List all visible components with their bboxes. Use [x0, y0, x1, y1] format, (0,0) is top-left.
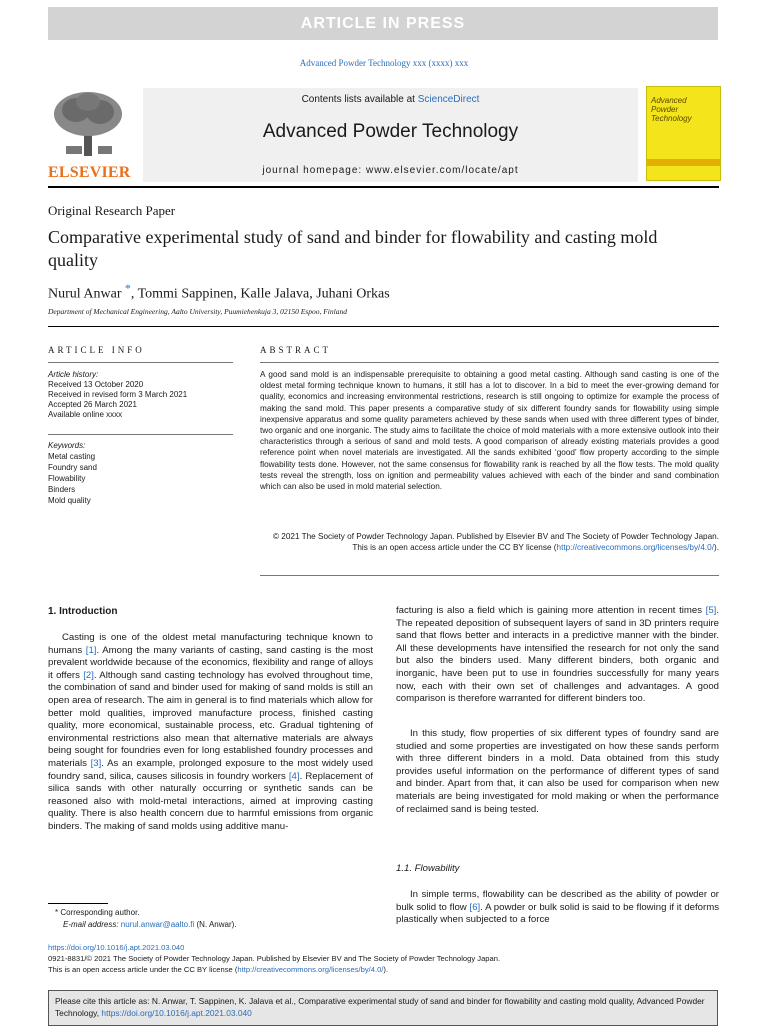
cover-title-line: Technology: [651, 114, 692, 123]
reference-link[interactable]: [1]: [85, 644, 97, 656]
open-access-license-link[interactable]: http://creativecommons.org/licenses/by/4.0/: [237, 965, 384, 974]
journal-reference-link[interactable]: Advanced Powder Technology xxx (xxxx) xxx: [299, 58, 469, 68]
citation-box: [48, 990, 718, 1026]
keywords: [48, 440, 97, 506]
elsevier-logo[interactable]: [48, 88, 130, 182]
history-item: Received 13 October 2020: [48, 380, 144, 389]
citation-doi-link[interactable]: https://doi.org/10.1016/j.apt.2021.03.040: [101, 1008, 252, 1018]
corresponding-author-note: Corresponding author.: [60, 908, 140, 917]
abstract-bottom-divider: [260, 575, 719, 576]
elsevier-tree-icon: [48, 88, 130, 160]
paragraph-text: . The repeated deposition of subsequent layers of sand in 3D printers require sand that flows better and interacts in a predictive manner with the binder. All these developments have intensified the research for not only the sand but also the binders used. Many different binders, both organic and inorganic, have been put to use in foundries successfully for many years now, each with their own set of challenges and advantages. A good comparison is therefore warranted for different binders too.: [396, 605, 719, 705]
cover-band: [647, 159, 720, 166]
open-access-suffix: ).: [383, 965, 389, 974]
cover-title: [651, 96, 692, 123]
doi-block: [48, 942, 500, 975]
keyword: Flowability: [48, 474, 86, 483]
keyword: Binders: [48, 485, 76, 494]
email-label: E-mail address:: [63, 920, 121, 929]
citation-text: Please cite this article as: N. Anwar, T. Sappinen, K. Jalava et al., Comparative experimental study of sand and binder for flowability and casting mold quality, Advanced Powder Technology,: [55, 996, 705, 1018]
email-suffix: (N. Anwar).: [194, 920, 237, 929]
study-paragraph: In this study, flow properties of six different types of foundry sand are studied and some properties are investigated on how these sands perform with three different binders in a mold. Data obtained from this study provides useful information on the performance of different types of sand and binder. Apart from that, it can also be used for comparison when new materials are being investigated for mold making or when the performance of reclaimed sand is being tested.: [396, 728, 719, 815]
abstract-text: A good sand mold is an indispensable prerequisite to obtaining a good metal casting. Although sand casting is one of the oldest metal forming technique known to humans, it still has a lot to discover. In a bid to meet the ever-growing demand for quality, economics and increasing environmental restrictions, research is still ongoing to optimize for example the process of making the sand mold. This paper presents a comparative study of six different foundry sands for flowability using simple inexpensive apparatus and some quality parameters achieved by these sands when used with three different types of binder, two organic and one inorganic. The study aims to facilitate the choice of mold materials with a more extensive outlook into their characteristics through a serious of sand and mold tests. A good comparison of already existing materials provides a good reference point when novel materials are investigated. All the sands exhibited ‘good’ flow property according to the simple flowability tests done. However, not the same consensus for flowability rank is reached by all the flow tests. The mold quality tests reveal the strength, loss on ignition and permeability values achieved with each of the binder and sand combination which can also be used in mold material selection.: [260, 370, 719, 492]
intro-paragraph-continued: [396, 605, 719, 706]
flowability-paragraph: [396, 889, 719, 927]
copyright-end: ).: [713, 543, 719, 553]
abstract-divider: [260, 362, 719, 363]
reference-link[interactable]: [5]: [705, 605, 717, 616]
open-access-text: This is an open access article under the CC BY license (: [48, 965, 238, 974]
paragraph-text: facturing is also a field which is gaining more attention in recent times: [396, 605, 706, 616]
license-link[interactable]: http://creativecommons.org/licenses/by/4.0/: [556, 543, 714, 553]
author-email-link[interactable]: nurul.anwar@aalto.fi: [120, 920, 195, 929]
paragraph-text: Casting is one of the oldest metal manufacturing technique known to humans: [48, 632, 373, 656]
journal-cover-image[interactable]: [646, 86, 721, 181]
keywords-label: Keywords:: [48, 441, 86, 450]
paragraph-text: . Among the many variants of casting, sand casting is the most prevalent worldwide because of the economics, flexibility and range of alloys it offers: [48, 644, 374, 681]
corresponding-author-mark[interactable]: *: [125, 282, 131, 295]
paragraph-text: . Although sand casting technology has evolved throughout time, the combination of sand and binder used for making of sand molds is still an open area of research. The aim in general is to find materials which allow for better mold qualities, improved manufacture process, finished casting quality, more economical, sustainable process, etc. Gradual tightening of environmental restrictions also mean that alternative materials are always being sought for foundries even for long established foundry processes and materials: [48, 669, 374, 769]
footnotes: [55, 907, 237, 931]
article-in-press-banner: ARTICLE IN PRESS: [48, 7, 718, 40]
paragraph-text: In simple terms, flowability can be described as the ability of powder or bulk solid to flow: [396, 889, 719, 913]
keyword: Mold quality: [48, 496, 91, 505]
contents-prefix: Contents lists available at: [301, 94, 418, 105]
header-divider: [48, 186, 719, 188]
paragraph-text: . As an example, prolonged exposure to the most widely used foundry sand, silica, causes silicosis in foundry workers: [48, 757, 373, 782]
abstract-heading: ABSTRACT: [260, 345, 332, 355]
author-list: [48, 282, 390, 303]
reference-link[interactable]: [6]: [469, 901, 481, 913]
footnote-divider: [48, 903, 108, 904]
elsevier-wordmark: ELSEVIER: [48, 164, 131, 181]
author-name[interactable]: Nurul Anwar: [48, 286, 122, 302]
reference-link[interactable]: [4]: [288, 770, 300, 782]
co-authors: , Tommi Sappinen, Kalle Jalava, Juhani Orkas: [130, 286, 390, 302]
section-heading-introduction: 1. Introduction: [48, 606, 118, 617]
cover-title-line: Advanced: [651, 96, 687, 105]
history-item: Accepted 26 March 2021: [48, 400, 137, 409]
history-label: Article history:: [48, 370, 99, 379]
article-history: [48, 370, 187, 420]
paragraph-text: . A powder or bulk solid is said to be flowing if it deforms plastically when subjected to a force: [396, 901, 720, 926]
keyword: Metal casting: [48, 452, 96, 461]
affiliation: Department of Mechanical Engineering, Aalto University, Puumiehenkuja 3, 02150 Espoo, Finland: [48, 307, 347, 316]
history-item: Available online xxxx: [48, 410, 123, 419]
paragraph-text: . Replacement of silica sands with other naturally occurring or synthetic sands can be reasoned also with mold-metal interactions, aimed at improving casting quality. There is also health concern due to harmful emissions from organic binders. The making of sand molds using additive manu-: [48, 770, 373, 832]
cover-title-line: Powder: [651, 105, 679, 114]
journal-homepage[interactable]: journal homepage: www.elsevier.com/locate/apt: [262, 165, 519, 176]
keyword: Foundry sand: [48, 463, 97, 472]
doi-link[interactable]: https://doi.org/10.1016/j.apt.2021.03.040: [48, 943, 185, 952]
issn-line: 0921-8831/© 2021 The Society of Powder Technology Japan. Published by Elsevier BV and The Society of Powder Technology Japan.: [48, 954, 501, 963]
footnote-mark: *: [55, 908, 59, 917]
reference-link[interactable]: [3]: [90, 757, 102, 769]
intro-paragraph: [48, 632, 373, 834]
article-title: Comparative experimental study of sand and binder for flowability and casting mold quality: [48, 227, 658, 270]
sciencedirect-link[interactable]: ScienceDirect: [417, 94, 480, 105]
title-divider: [48, 326, 719, 327]
subsection-heading-flowability: 1.1. Flowability: [396, 863, 460, 874]
copyright-text: © 2021 The Society of Powder Technology Japan. Published by Elsevier BV and The Society of Powder Technology Japan. This is an open access article under the CC BY license (: [272, 532, 719, 553]
article-type: Original Research Paper: [48, 203, 176, 218]
article-info-divider: [48, 362, 233, 363]
keywords-divider: [48, 434, 233, 435]
history-item: Received in revised form 3 March 2021: [48, 390, 188, 399]
contents-line: [143, 94, 638, 105]
reference-link[interactable]: [2]: [83, 669, 94, 681]
abstract-copyright: [262, 531, 719, 553]
journal-banner: [143, 88, 638, 182]
journal-title: Advanced Powder Technology: [262, 121, 519, 142]
article-info-heading: ARTICLE INFO: [48, 345, 145, 355]
